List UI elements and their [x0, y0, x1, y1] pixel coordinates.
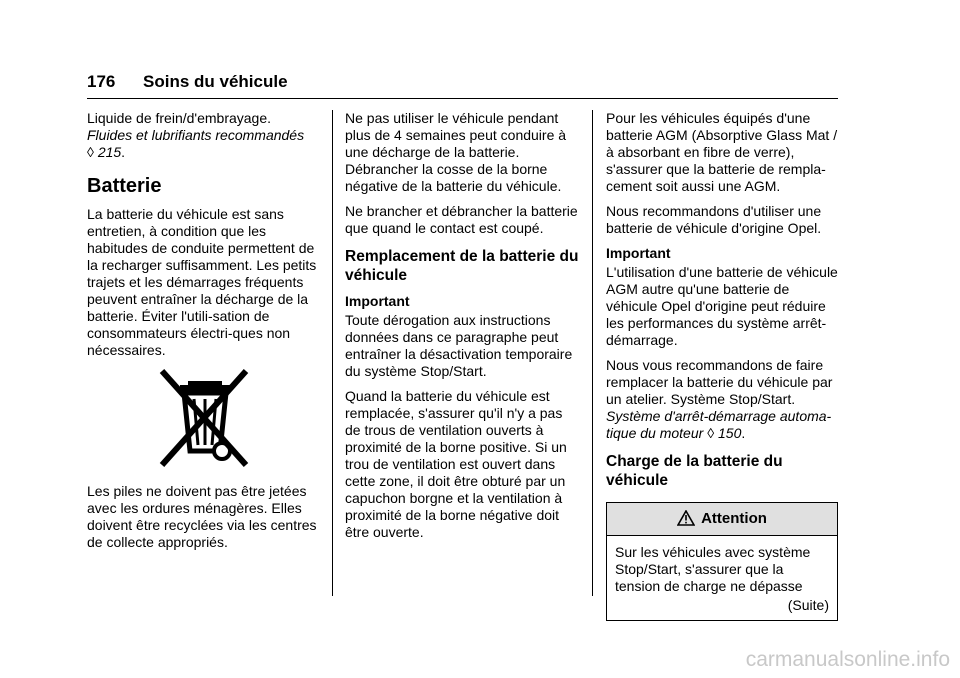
- column-1: [87, 110, 322, 559]
- crossed-bin-icon: [158, 367, 250, 469]
- continued-label: (Suite): [787, 597, 829, 613]
- agm-performance-paragraph: L'utilisation d'une batterie de véhicule AGM autre qu'une batterie de véhicule Opel d'origine peut réduire les performances du système arrêt-démarrage.: [606, 264, 838, 348]
- charging-heading: Charge de la batterie du véhicule: [606, 453, 783, 489]
- watermark: carmanualsonline.info: [745, 648, 950, 671]
- column-divider-1: [332, 110, 333, 596]
- intro-paragraph: Liquide de frein/d'embrayage. Fluides et lubrifiants recommandés ◊ 215.: [87, 110, 305, 160]
- agm-paragraph: Pour les véhicules équipés d'une batterie AGM (Absorptive Glass Mat / à absorbant en fibre de verre), s'assurer que la batterie de rempla-cement soit aussi une AGM.: [606, 110, 838, 194]
- important-label: Important: [606, 245, 671, 261]
- column-divider-2: [592, 110, 593, 596]
- workshop-paragraph: Nous vous recommandons de faire remplacer la batterie du véhicule par un atelier. Système Stop/Start. Système d'arrêt-démarrage automa-tique du moteur ◊ 150.: [606, 357, 833, 441]
- recommend-paragraph: Nous recommandons d'utiliser une batterie de véhicule d'origine Opel.: [606, 203, 822, 236]
- workshop-text: Nous vous recommandons de faire remplacer la batterie du véhicule par un atelier. Système Stop/Start.: [606, 357, 833, 407]
- page-ref-215[interactable]: 215: [97, 144, 122, 160]
- warning-header: [607, 503, 837, 536]
- page-ref-icon: ◊: [707, 425, 715, 441]
- warning-body: [607, 536, 837, 620]
- warning-triangle-icon: [677, 510, 695, 526]
- warning-text: Sur les véhicules avec système Stop/Start, s'assurer que la tension de charge ne dépasse: [615, 544, 811, 594]
- battery-heading: Batterie: [87, 175, 162, 197]
- ventilation-paragraph: Quand la batterie du véhicule est remplacée, s'assurer qu'il n'y a pas de trous de ventilation ouverts à proximité de la borne positive. Si un trou de ventilation est ouvert dans cette zone, il doit être obturé par un capuchon borgne et la ventilation à proximité de la borne négative doit être ouverte.: [345, 388, 567, 540]
- connect-paragraph: Ne brancher et débrancher la batterie que quand le contact est coupé.: [345, 203, 578, 236]
- deviation-paragraph: Toute dérogation aux instructions données dans ce paragraphe peut entraîner la désactivation temporaire du système Stop/Start.: [345, 312, 573, 379]
- important-label: Important: [345, 293, 410, 309]
- replacement-heading: Remplacement de la batterie du véhicule: [345, 248, 579, 284]
- recycling-icon-container: [87, 367, 322, 473]
- section-title: Soins du véhicule: [143, 72, 288, 91]
- page-ref-icon: ◊: [87, 144, 94, 160]
- column-2: [345, 110, 581, 549]
- storage-paragraph: Ne pas utiliser le véhicule pendant plus de 4 semaines peut conduire à une décharge de la batterie. Débrancher la cosse de la borne négative de la batterie du véhicule.: [345, 110, 567, 194]
- intro-line: Liquide de frein/d'embrayage.: [87, 110, 272, 126]
- stop-start-link[interactable]: Système d'arrêt-démarrage automa-tique du moteur: [606, 408, 832, 441]
- page-number: 176: [87, 72, 116, 91]
- warning-box: [606, 502, 838, 621]
- disposal-paragraph: Les piles ne doivent pas être jetées avec les ordures ménagères. Elles doivent être recyclées via les centres de collecte appropriés.: [87, 483, 317, 550]
- warning-title: Attention: [701, 510, 767, 527]
- header-rule: [87, 98, 838, 99]
- page-ref-150[interactable]: 150: [718, 425, 742, 441]
- fluids-link[interactable]: Fluides et lubrifiants recommandés: [87, 127, 305, 143]
- page-header: [87, 72, 288, 92]
- column-3: [606, 110, 838, 621]
- battery-paragraph: La batterie du véhicule est sans entretien, à condition que les habitudes de conduite permettent de la recharger suffisamment. Les petits trajets et les démarrages fréquents peuvent entraîner la décharge de la batterie. Éviter l'utili-sation de consommateurs électri-ques non nécessaires.: [87, 206, 317, 358]
